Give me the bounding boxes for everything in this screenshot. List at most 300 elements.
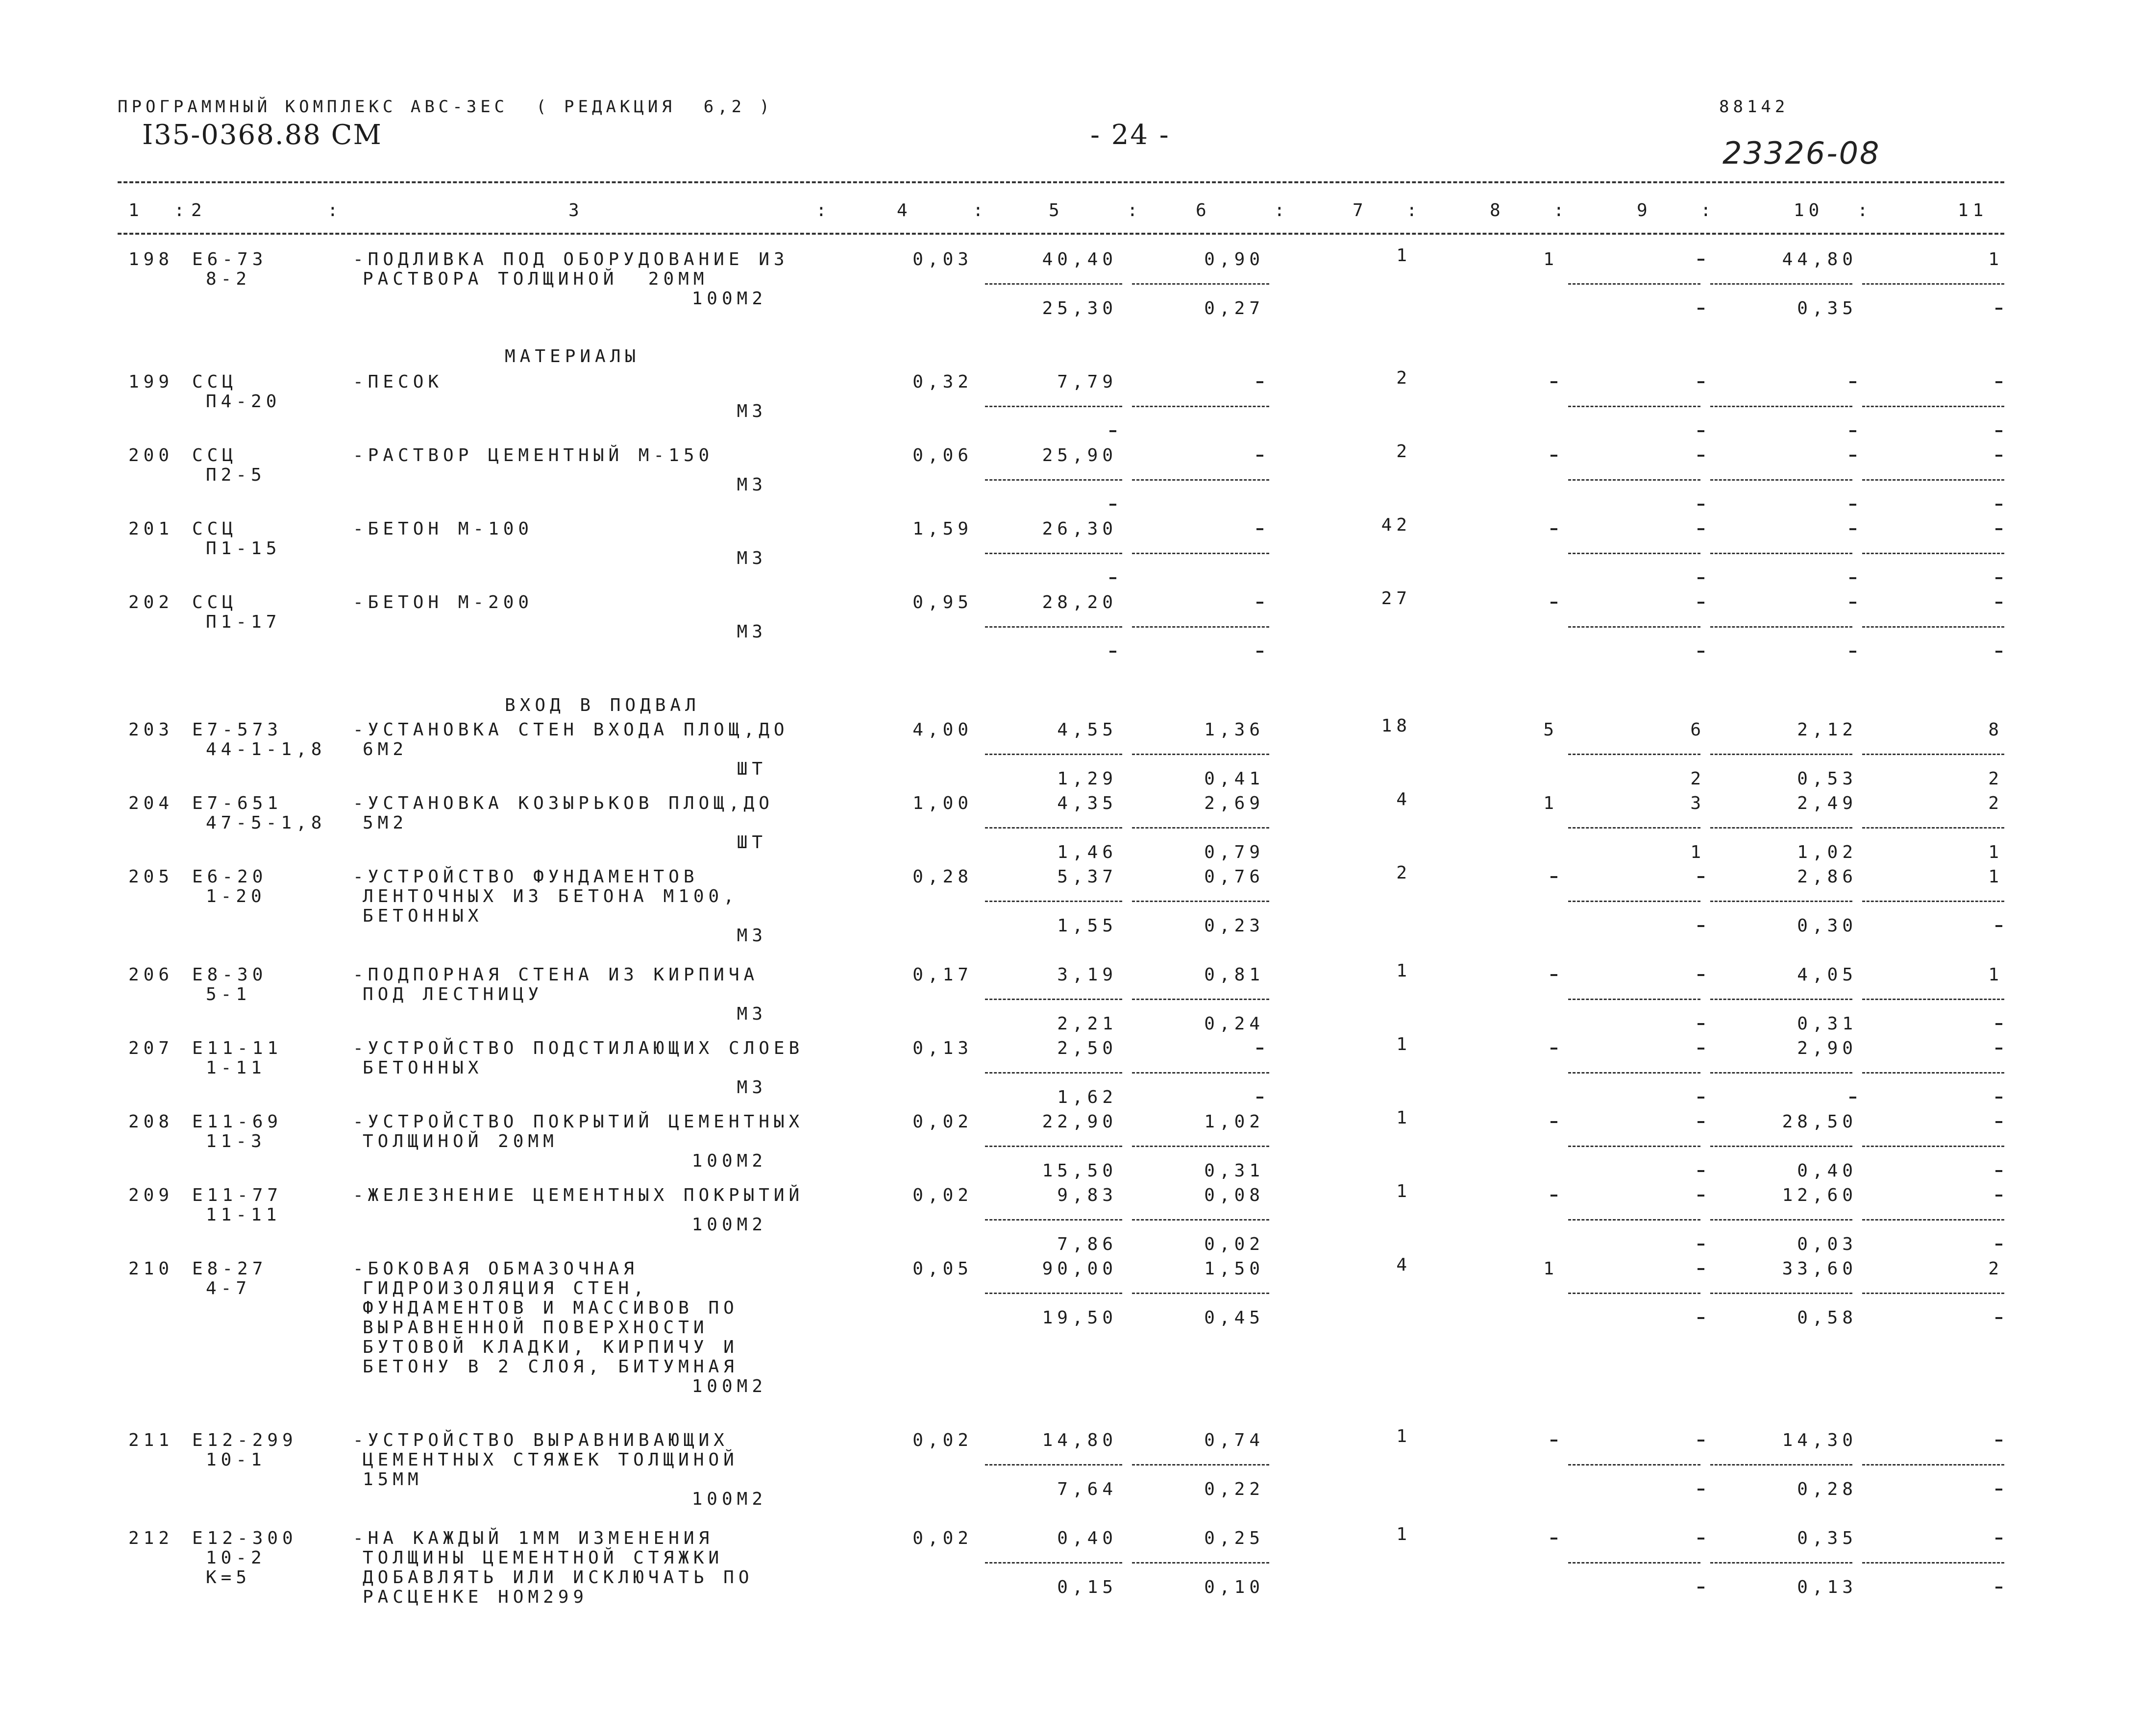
table-header-rule bbox=[118, 233, 2004, 235]
row-code-sub: П4-20 bbox=[206, 391, 281, 412]
row-code-sub: 1-20 bbox=[206, 886, 266, 906]
cell-divider bbox=[1568, 1464, 1700, 1466]
cell-col4: 0,03 bbox=[912, 249, 973, 269]
cell-divider bbox=[1710, 827, 1852, 829]
cell-col6-top bbox=[1256, 528, 1263, 530]
row-unit: 100М2 bbox=[691, 289, 767, 309]
row-description-line: ВЫРАВНЕННОЙ ПОВЕРХНОСТИ bbox=[363, 1318, 709, 1338]
row-description-line: ЦЕМЕНТНЫХ СТЯЖЕК ТОЛЩИНОЙ bbox=[363, 1450, 738, 1470]
cell-col8: 5 bbox=[1543, 720, 1558, 740]
row-description-line: -УСТАНОВКА КОЗЫРЬКОВ ПЛОЩ,ДО bbox=[353, 793, 774, 813]
cell-col9-top bbox=[1698, 1538, 1704, 1540]
cell-col5-bottom: 7,86 bbox=[1057, 1234, 1117, 1254]
cell-col8 bbox=[1550, 455, 1557, 457]
cell-col8 bbox=[1550, 1121, 1557, 1123]
cell-col10-bottom: 0,31 bbox=[1797, 1014, 1857, 1034]
cell-col10-top bbox=[1849, 381, 1856, 383]
cell-divider bbox=[1862, 999, 2004, 1000]
row-description-line: -БЕТОН М-100 bbox=[353, 519, 534, 539]
column-separator: : bbox=[1406, 200, 1422, 220]
cell-col5-bottom: 7,64 bbox=[1057, 1479, 1117, 1499]
program-header: ПРОГРАММНЫЙ КОМПЛЕКС АВС-ЗЕС ( РЕДАКЦИЯ 6,2 ) bbox=[118, 97, 774, 117]
cell-col11-top bbox=[1995, 1048, 2002, 1050]
row-unit: ШТ bbox=[737, 759, 767, 779]
cell-col10-bottom: 0,28 bbox=[1797, 1479, 1857, 1499]
column-separator: : bbox=[816, 200, 831, 220]
row-description-line: РАСТВОРА ТОЛЩИНОЙ 20ММ bbox=[363, 269, 709, 289]
cell-divider bbox=[1132, 406, 1269, 407]
row-number: 209 bbox=[128, 1185, 174, 1205]
cell-col8 bbox=[1550, 876, 1557, 878]
cell-col9-bottom bbox=[1698, 1170, 1704, 1172]
cell-col11-bottom bbox=[1995, 308, 2002, 310]
cell-col7: 27 bbox=[1381, 588, 1411, 609]
cell-col11-bottom bbox=[1995, 1489, 2002, 1491]
row-description-line: -УСТРОЙСТВО ВЫРАВНИВАЮЩИХ bbox=[353, 1430, 729, 1450]
cell-col5-bottom: 1,62 bbox=[1057, 1087, 1117, 1107]
cell-col6-top: 0,25 bbox=[1204, 1528, 1264, 1548]
cell-col9-top bbox=[1698, 1121, 1704, 1123]
cell-col6-bottom bbox=[1256, 651, 1263, 653]
cell-col7: 2 bbox=[1396, 863, 1411, 883]
row-description-line: ФУНДАМЕНТОВ И МАССИВОВ ПО bbox=[363, 1298, 738, 1318]
cell-col5-top: 40,40 bbox=[1042, 249, 1117, 269]
cell-divider bbox=[1862, 901, 2004, 902]
cell-col8 bbox=[1550, 974, 1557, 976]
row-number: 204 bbox=[128, 793, 174, 813]
cell-col9-bottom bbox=[1698, 1023, 1704, 1025]
cell-col9-bottom bbox=[1698, 430, 1704, 432]
column-header-6: 6 bbox=[1196, 200, 1211, 220]
row-description-line: 15ММ bbox=[363, 1469, 423, 1490]
cell-col7: 4 bbox=[1396, 1255, 1411, 1275]
cell-col11-top: 8 bbox=[1988, 720, 2003, 740]
cell-divider bbox=[1132, 901, 1269, 902]
row-number: 210 bbox=[128, 1259, 174, 1279]
cell-divider bbox=[1568, 1562, 1700, 1564]
cell-divider bbox=[1132, 999, 1269, 1000]
cell-col6-bottom: 0,31 bbox=[1204, 1161, 1264, 1181]
row-description-line: ТОЛЩИНЫ ЦЕМЕНТНОЙ СТЯЖКИ bbox=[363, 1548, 724, 1568]
row-description-line: ТОЛЩИНОЙ 20ММ bbox=[363, 1131, 558, 1151]
cell-col5-top: 25,90 bbox=[1042, 445, 1117, 465]
cell-divider bbox=[1132, 553, 1269, 554]
cell-divider bbox=[1568, 626, 1700, 628]
cell-col6-top: 0,81 bbox=[1204, 965, 1264, 985]
cell-divider bbox=[985, 1219, 1122, 1221]
cell-col10-top: 4,05 bbox=[1797, 965, 1857, 985]
cell-col10-bottom: 0,58 bbox=[1797, 1308, 1857, 1328]
cell-col8 bbox=[1550, 1538, 1557, 1540]
cell-divider bbox=[1568, 754, 1700, 755]
cell-col5-bottom bbox=[1109, 651, 1116, 653]
cell-col4: 0,13 bbox=[912, 1038, 973, 1058]
cell-col6-top: 0,90 bbox=[1204, 249, 1264, 269]
cell-divider bbox=[1132, 1219, 1269, 1221]
cell-divider bbox=[985, 283, 1122, 285]
cell-col5-bottom bbox=[1109, 430, 1116, 432]
row-unit: М3 bbox=[737, 1077, 767, 1098]
cell-col9-top: 6 bbox=[1690, 720, 1705, 740]
cell-col7: 42 bbox=[1381, 515, 1411, 535]
cell-divider bbox=[1710, 1146, 1852, 1147]
row-description-line: 6М2 bbox=[363, 739, 408, 759]
cell-col5-bottom: 1,46 bbox=[1057, 842, 1117, 862]
cell-col9-top bbox=[1698, 602, 1704, 604]
column-header-5: 5 bbox=[1049, 200, 1064, 220]
cell-divider bbox=[985, 901, 1122, 902]
cell-col11-bottom bbox=[1995, 1244, 2002, 1246]
column-separator: : bbox=[327, 200, 343, 220]
cell-col4: 0,17 bbox=[912, 965, 973, 985]
cell-col9-top: 3 bbox=[1690, 793, 1705, 813]
cell-col6-top: 1,36 bbox=[1204, 720, 1264, 740]
cell-col8 bbox=[1550, 381, 1557, 383]
cell-divider bbox=[985, 553, 1122, 554]
row-code: Е6-73 bbox=[192, 249, 268, 269]
row-code-sub: 10-1 bbox=[206, 1450, 266, 1470]
cell-col7: 1 bbox=[1396, 961, 1411, 981]
row-code: Е12-299 bbox=[192, 1430, 297, 1450]
row-code-sub: 5-1 bbox=[206, 984, 251, 1004]
row-description-line: БЕТОННЫХ bbox=[363, 1058, 483, 1078]
cell-col5-top: 4,55 bbox=[1057, 720, 1117, 740]
cell-col11-top bbox=[1995, 1195, 2002, 1197]
cell-divider bbox=[1710, 1293, 1852, 1294]
cell-divider bbox=[1862, 1219, 2004, 1221]
cell-col4: 0,02 bbox=[912, 1528, 973, 1548]
cell-col11-top: 1 bbox=[1988, 867, 2003, 887]
cell-col10-top: 14,30 bbox=[1782, 1430, 1857, 1450]
cell-col11-bottom bbox=[1995, 430, 2002, 432]
cell-col9-bottom bbox=[1698, 925, 1704, 927]
cell-divider bbox=[1132, 754, 1269, 755]
cell-col11-bottom bbox=[1995, 1023, 2002, 1025]
cell-col11-top bbox=[1995, 455, 2002, 457]
cell-col7: 1 bbox=[1396, 1524, 1411, 1544]
cell-divider bbox=[1710, 479, 1852, 481]
row-code-sub: П2-5 bbox=[206, 465, 266, 485]
cell-divider bbox=[1132, 1293, 1269, 1294]
row-code: Е11-11 bbox=[192, 1038, 283, 1058]
cell-col5-top: 14,80 bbox=[1042, 1430, 1117, 1450]
row-description-line: -НА КАЖДЫЙ 1ММ ИЗМЕНЕНИЯ bbox=[353, 1528, 714, 1548]
cell-divider bbox=[985, 827, 1122, 829]
row-code-sub: 11-3 bbox=[206, 1131, 266, 1151]
cell-col10-bottom bbox=[1849, 430, 1856, 432]
cell-col9-top bbox=[1698, 455, 1704, 457]
section-title-basement: ВХОД В ПОДВАЛ bbox=[505, 695, 700, 715]
cell-divider bbox=[1568, 1072, 1700, 1074]
column-header-1: 1 bbox=[128, 200, 144, 220]
cell-divider bbox=[1132, 626, 1269, 628]
cell-col4: 0,32 bbox=[912, 372, 973, 392]
cell-col11-top bbox=[1995, 1538, 2002, 1540]
cell-divider bbox=[1710, 1562, 1852, 1564]
cell-divider bbox=[1862, 1072, 2004, 1074]
row-description-line: 5М2 bbox=[363, 813, 408, 833]
cell-divider bbox=[1568, 1293, 1700, 1294]
cell-col9-top bbox=[1698, 974, 1704, 976]
cell-col5-bottom: 1,55 bbox=[1057, 916, 1117, 936]
handwritten-note: 23326-08 bbox=[1723, 135, 1881, 171]
cell-col10-bottom: 0,03 bbox=[1797, 1234, 1857, 1254]
cell-divider bbox=[1568, 406, 1700, 407]
row-number: 208 bbox=[128, 1112, 174, 1132]
column-separator: : bbox=[973, 200, 988, 220]
cell-col10-top: 12,60 bbox=[1782, 1185, 1857, 1205]
cell-col11-bottom: 2 bbox=[1988, 769, 2003, 789]
cell-divider bbox=[1862, 1562, 2004, 1564]
cell-col8: 1 bbox=[1543, 793, 1558, 813]
cell-divider bbox=[985, 1072, 1122, 1074]
column-header-9: 9 bbox=[1637, 200, 1652, 220]
row-number: 206 bbox=[128, 965, 174, 985]
cell-divider bbox=[1132, 1464, 1269, 1466]
cell-divider bbox=[1862, 406, 2004, 407]
cell-col7: 1 bbox=[1396, 1108, 1411, 1128]
row-number: 207 bbox=[128, 1038, 174, 1058]
cell-col11-top: 1 bbox=[1988, 965, 2003, 985]
cell-col8 bbox=[1550, 1195, 1557, 1197]
cell-col9-bottom bbox=[1698, 1587, 1704, 1589]
row-unit: М3 bbox=[737, 548, 767, 568]
row-number: 200 bbox=[128, 445, 174, 465]
cell-col11-bottom bbox=[1995, 1587, 2002, 1589]
cell-col6-bottom: 0,24 bbox=[1204, 1014, 1264, 1034]
cell-col10-bottom: 0,30 bbox=[1797, 916, 1857, 936]
cell-col10-bottom: 0,35 bbox=[1797, 298, 1857, 318]
cell-divider bbox=[1862, 1146, 2004, 1147]
cell-col4: 0,06 bbox=[912, 445, 973, 465]
cell-col6-top bbox=[1256, 455, 1263, 457]
cell-col6-bottom: 0,23 bbox=[1204, 916, 1264, 936]
column-header-11: 11 bbox=[1958, 200, 1988, 220]
cell-col9-top bbox=[1698, 876, 1704, 878]
cell-divider bbox=[1568, 999, 1700, 1000]
cell-col5-top: 3,19 bbox=[1057, 965, 1117, 985]
cell-col7: 1 bbox=[1396, 245, 1411, 266]
row-unit: М3 bbox=[737, 475, 767, 495]
cell-col10-top: 0,35 bbox=[1797, 1528, 1857, 1548]
row-description-line: -РАСТВОР ЦЕМЕНТНЫЙ М-150 bbox=[353, 445, 714, 465]
cell-col6-bottom: 0,10 bbox=[1204, 1577, 1264, 1597]
row-number: 198 bbox=[128, 249, 174, 269]
cell-col5-top: 7,79 bbox=[1057, 372, 1117, 392]
cell-col4: 0,05 bbox=[912, 1259, 973, 1279]
row-code: ССЦ bbox=[192, 445, 238, 465]
row-code-sub: 47-5-1,8 bbox=[206, 813, 326, 833]
cell-col10-bottom: 0,13 bbox=[1797, 1577, 1857, 1597]
cell-col4: 4,00 bbox=[912, 720, 973, 740]
row-description-line: -ПЕСОК bbox=[353, 372, 443, 392]
row-description-line: -УСТРОЙСТВО ФУНДАМЕНТОВ bbox=[353, 867, 699, 887]
cell-col11-bottom bbox=[1995, 925, 2002, 927]
row-unit: 100М2 bbox=[691, 1489, 767, 1509]
column-header-7: 7 bbox=[1353, 200, 1368, 220]
cell-col10-bottom: 0,40 bbox=[1797, 1161, 1857, 1181]
cell-divider bbox=[1710, 754, 1852, 755]
cell-col11-top: 2 bbox=[1988, 1259, 2003, 1279]
cell-col11-top bbox=[1995, 528, 2002, 530]
cell-col6-top bbox=[1256, 602, 1263, 604]
row-number: 211 bbox=[128, 1430, 174, 1450]
cell-col5-top: 26,30 bbox=[1042, 519, 1117, 539]
cell-col8 bbox=[1550, 1440, 1557, 1442]
cell-col9-top bbox=[1698, 1440, 1704, 1442]
row-code: ССЦ bbox=[192, 372, 238, 392]
row-description-line: БУТОВОЙ КЛАДКИ, КИРПИЧУ И bbox=[363, 1337, 738, 1357]
cell-col5-bottom: 2,21 bbox=[1057, 1014, 1117, 1034]
column-header-4: 4 bbox=[897, 200, 912, 220]
column-separator: : bbox=[1127, 200, 1142, 220]
cell-col7: 18 bbox=[1381, 716, 1411, 736]
cell-col6-bottom: 0,45 bbox=[1204, 1308, 1264, 1328]
cell-divider bbox=[1568, 283, 1700, 285]
row-code-sub: 8-2 bbox=[206, 269, 251, 289]
column-separator: : bbox=[1857, 200, 1872, 220]
column-separator: : bbox=[1700, 200, 1716, 220]
column-header-3: 3 bbox=[568, 200, 584, 220]
cell-col7: 1 bbox=[1396, 1034, 1411, 1054]
cell-col6-top: 1,50 bbox=[1204, 1259, 1264, 1279]
cell-divider bbox=[1710, 901, 1852, 902]
cell-divider bbox=[1710, 1219, 1852, 1221]
row-code: ССЦ bbox=[192, 592, 238, 612]
cell-divider bbox=[1568, 479, 1700, 481]
cell-col5-bottom: 19,50 bbox=[1042, 1308, 1117, 1328]
row-unit: 100М2 bbox=[691, 1376, 767, 1396]
row-code: ССЦ bbox=[192, 519, 238, 539]
cell-col10-top: 44,80 bbox=[1782, 249, 1857, 269]
cell-divider bbox=[985, 999, 1122, 1000]
cell-divider bbox=[1710, 626, 1852, 628]
cell-col5-top: 90,00 bbox=[1042, 1259, 1117, 1279]
cell-divider bbox=[1710, 406, 1852, 407]
cell-col9-bottom: 2 bbox=[1690, 769, 1705, 789]
cell-col6-bottom: 0,27 bbox=[1204, 298, 1264, 318]
row-description-line: -ПОДПОРНАЯ СТЕНА ИЗ КИРПИЧА bbox=[353, 965, 759, 985]
cell-col9-top bbox=[1698, 1195, 1704, 1197]
cell-divider bbox=[985, 754, 1122, 755]
cell-divider bbox=[1862, 479, 2004, 481]
cell-col6-top: 1,02 bbox=[1204, 1112, 1264, 1132]
row-description-line: ДОБАВЛЯТЬ ИЛИ ИСКЛЮЧАТЬ ПО bbox=[363, 1567, 754, 1588]
row-code-coef: К=5 bbox=[206, 1567, 251, 1588]
cell-col9-bottom bbox=[1698, 504, 1704, 506]
cell-col11-bottom: 1 bbox=[1988, 842, 2003, 862]
row-code: Е12-300 bbox=[192, 1528, 297, 1548]
cell-col6-bottom: 0,22 bbox=[1204, 1479, 1264, 1499]
cell-col6-top: 0,08 bbox=[1204, 1185, 1264, 1205]
cell-divider bbox=[1132, 1146, 1269, 1147]
row-code: Е11-69 bbox=[192, 1112, 283, 1132]
cell-divider bbox=[985, 1293, 1122, 1294]
cell-col10-bottom: 0,53 bbox=[1797, 769, 1857, 789]
cell-divider bbox=[1132, 1072, 1269, 1074]
cell-col7: 4 bbox=[1396, 789, 1411, 809]
cell-col5-top: 9,83 bbox=[1057, 1185, 1117, 1205]
cell-col11-bottom bbox=[1995, 1097, 2002, 1099]
row-description-line: РАСЦЕНКЕ НОМ299 bbox=[363, 1587, 589, 1607]
cell-col4: 0,02 bbox=[912, 1112, 973, 1132]
cell-col9-bottom bbox=[1698, 1097, 1704, 1099]
row-description-line: -УСТРОЙСТВО ПОДСТИЛАЮЩИХ СЛОЕВ bbox=[353, 1038, 804, 1058]
cell-col9-top bbox=[1698, 381, 1704, 383]
row-code: Е7-573 bbox=[192, 720, 283, 740]
cell-divider bbox=[1862, 283, 2004, 285]
row-description-line: -УСТАНОВКА СТЕН ВХОДА ПЛОЩ,ДО bbox=[353, 720, 789, 740]
cell-col10-top bbox=[1849, 455, 1856, 457]
row-code: Е8-30 bbox=[192, 965, 268, 985]
cell-col10-bottom bbox=[1849, 577, 1856, 579]
row-code: Е6-20 bbox=[192, 867, 268, 887]
page-number: - 24 - bbox=[1090, 119, 1170, 151]
cell-col5-top: 4,35 bbox=[1057, 793, 1117, 813]
cell-col6-top: 2,69 bbox=[1204, 793, 1264, 813]
cell-divider bbox=[985, 479, 1122, 481]
cell-col4: 1,00 bbox=[912, 793, 973, 813]
row-description-line: БЕТОНУ В 2 СЛОЯ, БИТУМНАЯ bbox=[363, 1357, 738, 1377]
cell-divider bbox=[985, 1464, 1122, 1466]
row-description-line: -БЕТОН М-200 bbox=[353, 592, 534, 612]
cell-col10-bottom: 1,02 bbox=[1797, 842, 1857, 862]
cell-divider bbox=[1862, 1293, 2004, 1294]
cell-divider bbox=[1710, 1464, 1852, 1466]
row-number: 212 bbox=[128, 1528, 174, 1548]
table-top-rule bbox=[118, 181, 2004, 183]
cell-col5-bottom bbox=[1109, 504, 1116, 506]
column-separator: : bbox=[1553, 200, 1569, 220]
cell-col4: 0,28 bbox=[912, 867, 973, 887]
row-code-sub: 11-11 bbox=[206, 1205, 281, 1225]
cell-col9-bottom bbox=[1698, 1489, 1704, 1491]
cell-divider bbox=[1862, 1464, 2004, 1466]
row-number: 201 bbox=[128, 519, 174, 539]
row-unit: 100М2 bbox=[691, 1215, 767, 1235]
document-code: I35-0368.88 СМ bbox=[142, 119, 382, 151]
cell-col11-bottom bbox=[1995, 577, 2002, 579]
cell-col10-top: 2,90 bbox=[1797, 1038, 1857, 1058]
cell-divider bbox=[1710, 553, 1852, 554]
cell-col6-bottom bbox=[1256, 1097, 1263, 1099]
row-code-sub: 44-1-1,8 bbox=[206, 739, 326, 759]
row-description-line: БЕТОННЫХ bbox=[363, 906, 483, 926]
cell-col4: 0,02 bbox=[912, 1430, 973, 1450]
cell-col7: 1 bbox=[1396, 1426, 1411, 1446]
cell-col4: 0,02 bbox=[912, 1185, 973, 1205]
cell-col10-bottom bbox=[1849, 504, 1856, 506]
row-description-line: ЛЕНТОЧНЫХ ИЗ БЕТОНА М100, bbox=[363, 886, 738, 906]
cell-divider bbox=[1132, 1562, 1269, 1564]
row-description-line: -БОКОВАЯ ОБМАЗОЧНАЯ bbox=[353, 1259, 639, 1279]
row-code: Е8-27 bbox=[192, 1259, 268, 1279]
row-code-sub: 10-2 bbox=[206, 1548, 266, 1568]
cell-col8 bbox=[1550, 528, 1557, 530]
cell-col7: 2 bbox=[1396, 441, 1411, 462]
cell-divider bbox=[1862, 754, 2004, 755]
row-unit: 100М2 bbox=[691, 1151, 767, 1171]
cell-col11-top bbox=[1995, 1440, 2002, 1442]
cell-col11-top: 2 bbox=[1988, 793, 2003, 813]
cell-col11-top bbox=[1995, 602, 2002, 604]
cell-col5-bottom: 1,29 bbox=[1057, 769, 1117, 789]
row-code: Е7-651 bbox=[192, 793, 283, 813]
cell-col6-top bbox=[1256, 381, 1263, 383]
cell-col9-bottom bbox=[1698, 651, 1704, 653]
cell-col9-bottom bbox=[1698, 308, 1704, 310]
cell-col10-top: 2,49 bbox=[1797, 793, 1857, 813]
